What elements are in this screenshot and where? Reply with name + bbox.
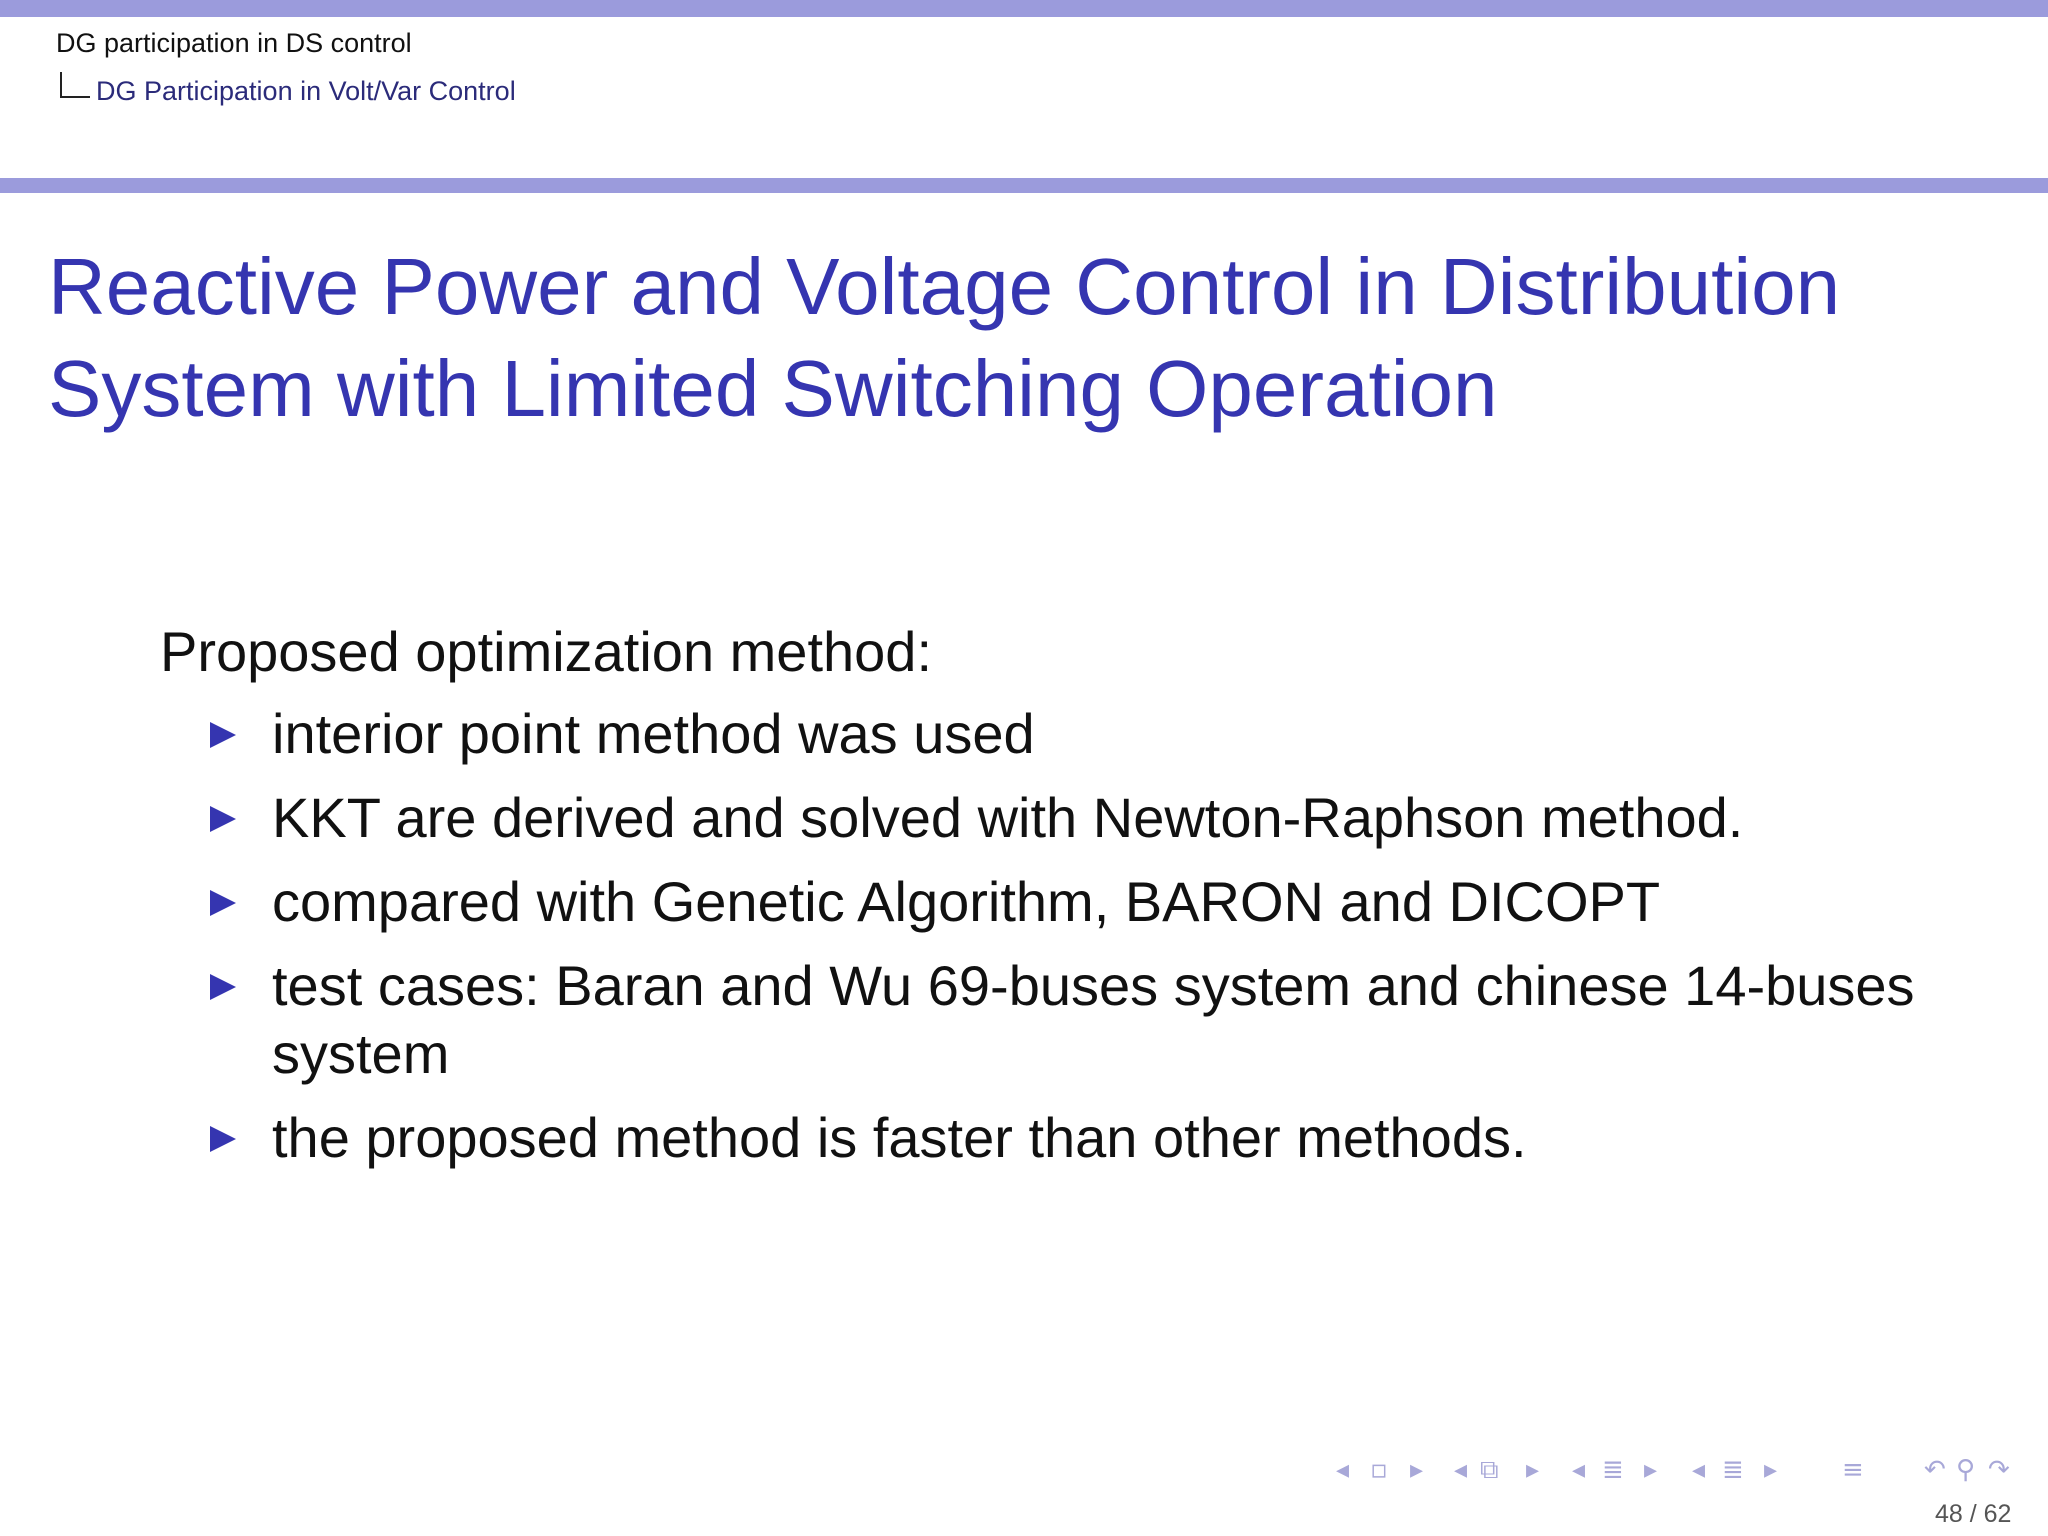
frame-title-bar [0,178,2048,193]
next-slide-icon[interactable]: ▸ [1410,1455,1424,1485]
bullet-text: the proposed method is faster than other methods. [272,1106,1527,1169]
prev-frame-icon[interactable]: ◂ [1454,1455,1468,1485]
bullet-item [210,952,1980,1088]
bullet-text: test cases: Baran and Wu 69-buses system and chinese 14-buses system [272,954,1915,1085]
header-top-bar [0,0,2048,17]
next-frame-icon[interactable]: ▸ [1526,1455,1540,1485]
bullet-item [210,1104,1980,1172]
page-number: 48 / 62 [1935,1500,2012,1528]
bullet-text: interior point method was used [272,702,1035,765]
forward-icon[interactable]: ↷ [1988,1455,2010,1485]
slide-content [160,618,1980,1188]
content-intro: Proposed optimization method: [160,620,932,683]
prev-section-icon[interactable]: ◂ [1692,1455,1706,1485]
section-icon[interactable]: ≣ [1722,1455,1744,1485]
header-subsection-title[interactable] [56,76,516,107]
back-icon[interactable]: ↶ [1924,1455,1946,1485]
beamer-navigation-bar [1330,1455,2020,1489]
bullet-triangle-icon [210,1126,236,1152]
prev-subsection-icon[interactable]: ◂ [1572,1455,1586,1485]
bullet-item [210,700,1980,768]
header-subsection-label: DG Participation in Volt/Var Control [96,76,516,106]
search-icon[interactable]: ⚲ [1956,1455,1976,1485]
frame-title: Reactive Power and Voltage Control in Distribution System with Limited Switching Operation [48,242,1841,433]
slide-icon[interactable]: ▫ [1370,1455,1388,1485]
bullet-list [160,700,1980,1172]
bullet-triangle-icon [210,806,236,832]
prev-slide-icon[interactable]: ◂ [1336,1455,1350,1485]
bullet-text: compared with Genetic Algorithm, BARON and DICOPT [272,870,1661,933]
bullet-text: KKT are derived and solved with Newton-Raphson method. [272,786,1744,849]
subsection-icon[interactable]: ≣ [1602,1455,1624,1485]
bullet-triangle-icon [210,722,236,748]
next-section-icon[interactable]: ▸ [1764,1455,1778,1485]
bullet-item [210,784,1980,852]
next-subsection-icon[interactable]: ▸ [1644,1455,1658,1485]
header-section-title[interactable]: DG participation in DS control [56,28,412,58]
bullet-triangle-icon [210,890,236,916]
frame-icon[interactable]: ⧉ [1480,1455,1499,1485]
bullet-item [210,868,1980,936]
toc-icon[interactable]: ≡ [1842,1455,1864,1485]
bullet-triangle-icon [210,974,236,1000]
